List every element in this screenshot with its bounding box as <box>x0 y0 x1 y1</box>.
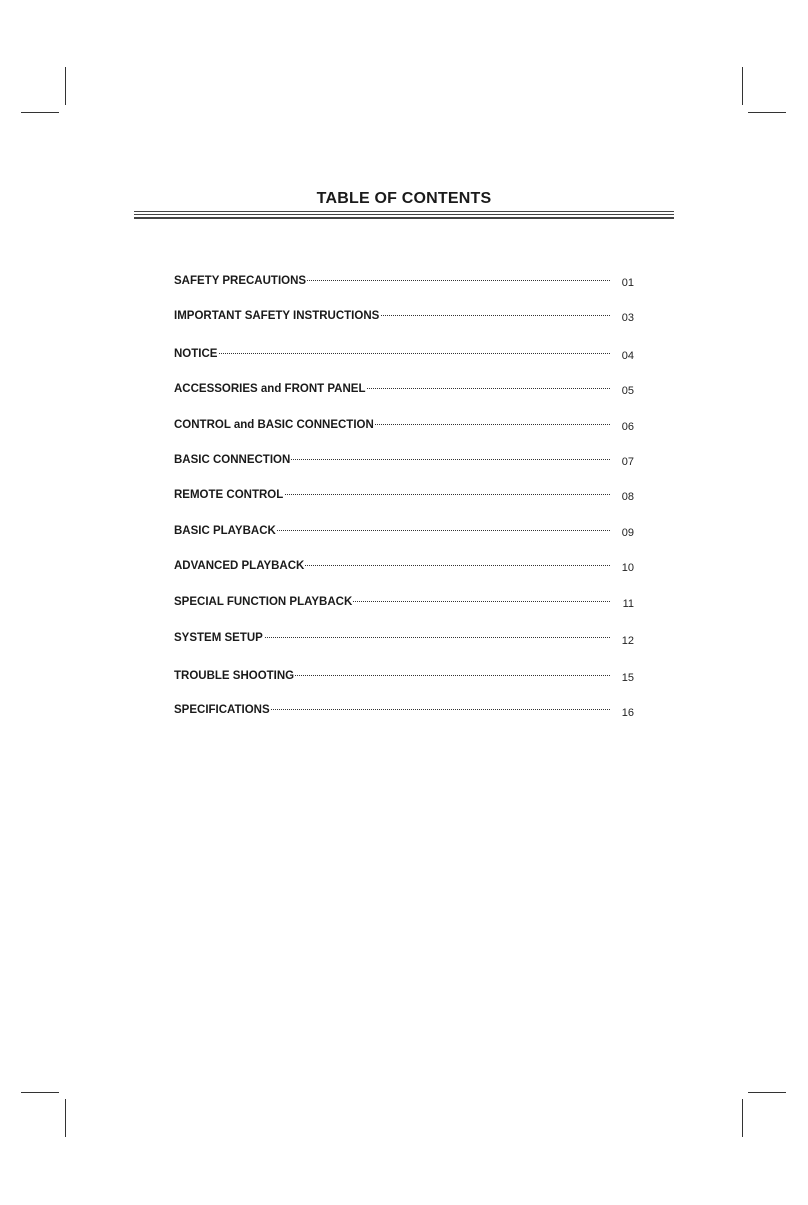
crop-mark-bottom-right-vertical <box>742 1099 743 1137</box>
crop-mark-top-right-horizontal <box>748 112 786 113</box>
toc-leader-dots <box>174 353 610 354</box>
toc-entry-page: 11 <box>622 598 634 610</box>
toc-entry-label: SAFETY PRECAUTIONS <box>174 275 307 287</box>
crop-mark-bottom-right-horizontal <box>748 1092 786 1093</box>
toc-entry[interactable] <box>174 702 634 718</box>
toc-entry[interactable] <box>174 452 634 468</box>
toc-entry-label: ACCESSORIES and FRONT PANEL <box>174 383 366 395</box>
page-title: TABLE OF CONTENTS <box>316 190 492 207</box>
toc-entry[interactable] <box>174 273 634 289</box>
toc-entry-label: SYSTEM SETUP <box>174 632 263 644</box>
toc-entry[interactable] <box>174 594 634 610</box>
toc-entry[interactable] <box>174 417 634 433</box>
toc-entry-page: 12 <box>621 635 634 647</box>
title-rule-bottom <box>134 217 674 219</box>
toc-entry-page: 09 <box>621 527 634 539</box>
toc-entry-label: SPECIAL FUNCTION PLAYBACK <box>174 596 353 608</box>
toc-entry-page: 15 <box>621 672 634 684</box>
toc-entry[interactable] <box>174 668 634 684</box>
toc-entry-page: 01 <box>621 277 634 289</box>
toc-entry-page: 16 <box>621 707 634 719</box>
toc-entry-page: 03 <box>621 312 634 324</box>
toc-entry-label: TROUBLE SHOOTING <box>174 670 295 682</box>
toc-entry-label: BASIC PLAYBACK <box>174 525 276 537</box>
crop-mark-bottom-left-horizontal <box>21 1092 59 1093</box>
toc-entry-label: IMPORTANT SAFETY INSTRUCTIONS <box>174 310 380 322</box>
toc-entry-page: 06 <box>621 421 634 433</box>
toc-entry[interactable] <box>174 487 634 503</box>
crop-mark-top-right-vertical <box>742 67 743 105</box>
toc-entry[interactable] <box>174 308 634 324</box>
toc-entry[interactable] <box>174 523 634 539</box>
toc-entry-page: 07 <box>621 456 634 468</box>
title-rule-middle <box>134 214 674 215</box>
toc-entry[interactable] <box>174 346 634 362</box>
toc-entry-label: REMOTE CONTROL <box>174 489 284 501</box>
toc-entry-page: 08 <box>621 491 634 503</box>
toc-entry-page: 05 <box>621 385 634 397</box>
toc-entry-label: CONTROL and BASIC CONNECTION <box>174 419 374 431</box>
crop-mark-top-left-horizontal <box>21 112 59 113</box>
toc-entry-label: BASIC CONNECTION <box>174 454 291 466</box>
toc-entry-page: 10 <box>621 562 634 574</box>
toc-entry-label: ADVANCED PLAYBACK <box>174 560 305 572</box>
toc-entry[interactable] <box>174 630 634 646</box>
crop-mark-top-left-vertical <box>65 67 66 105</box>
toc-entry-label: NOTICE <box>174 348 218 360</box>
toc-entry[interactable] <box>174 381 634 397</box>
toc-entry-label: SPECIFICATIONS <box>174 704 270 716</box>
title-rule-top <box>134 211 674 212</box>
crop-mark-bottom-left-vertical <box>65 1099 66 1137</box>
toc-entry[interactable] <box>174 558 634 574</box>
toc-entry-page: 04 <box>621 350 634 362</box>
